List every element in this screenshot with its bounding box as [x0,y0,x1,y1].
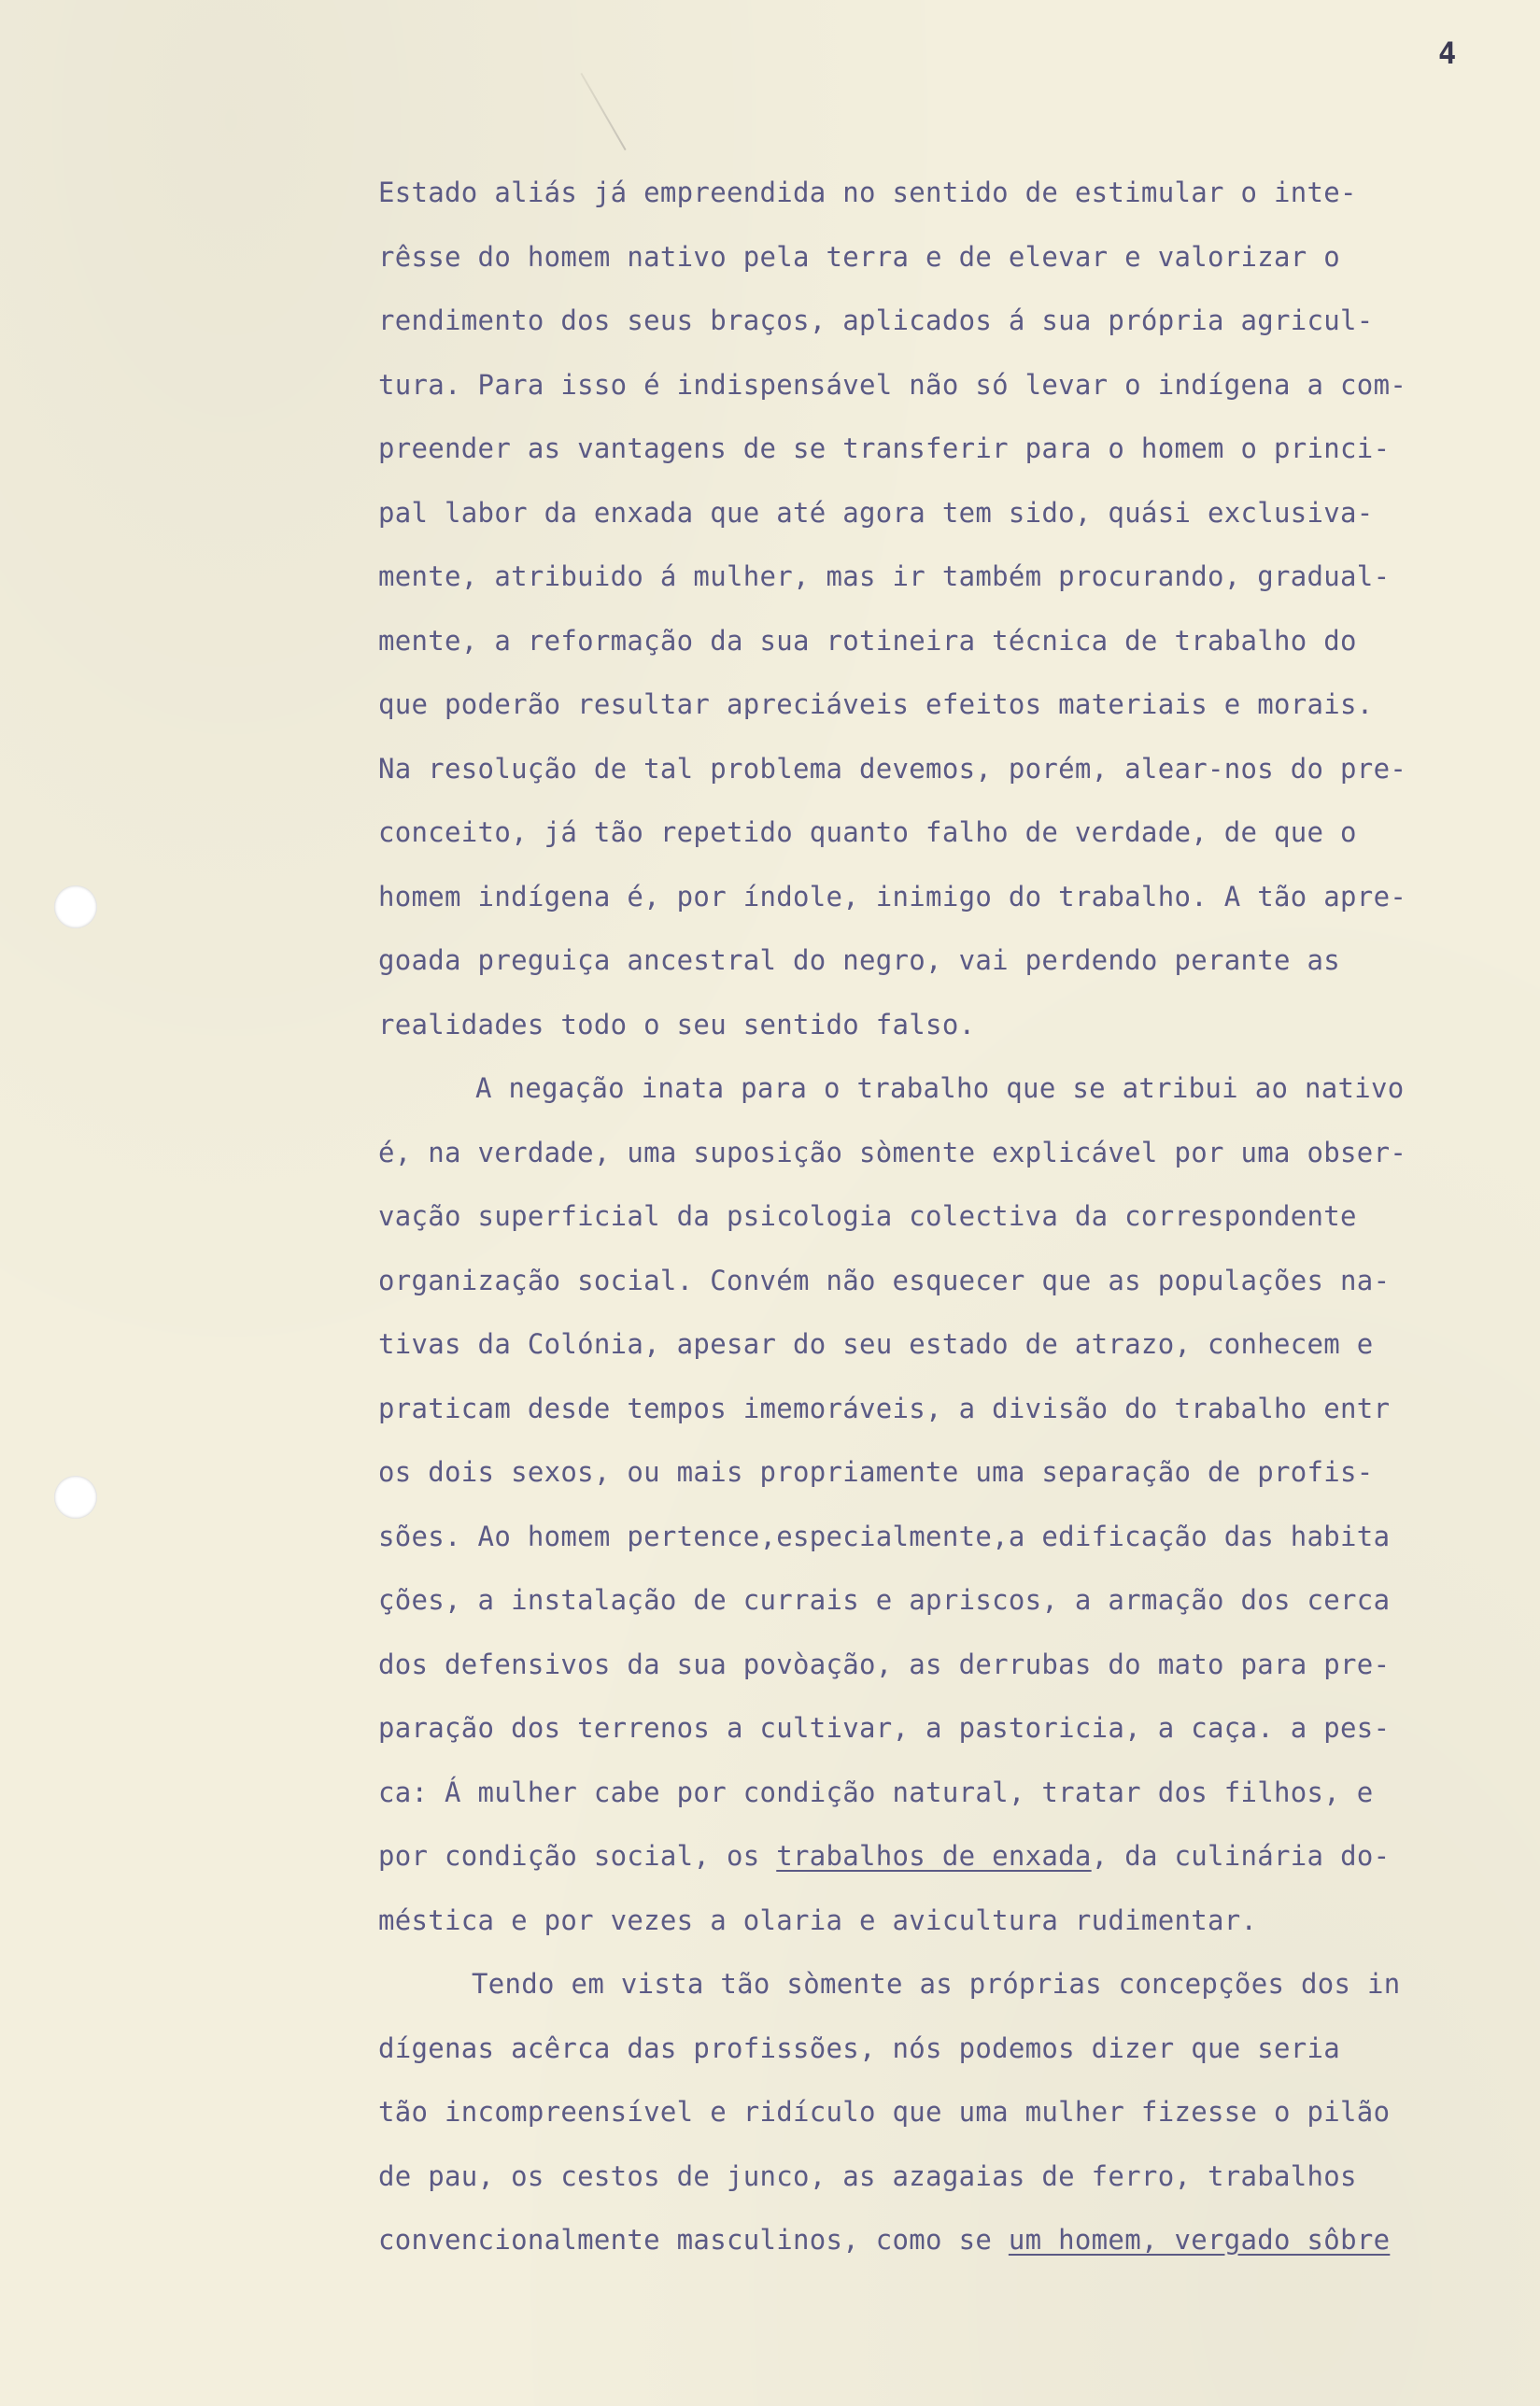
text-line: méstica e por vezes a olaria e avicultura rudimentar. [378,1904,1258,1936]
text-segment: , da culinária do- [1091,1840,1391,1872]
text-line: realidades todo o seu sentido falso. [378,1008,976,1040]
text-line: goada preguiça ancestral do negro, vai perdendo perante as [378,944,1341,976]
text-line: organização social. Convém não esquecer que as populações na- [378,1264,1391,1296]
text-line: rendimento dos seus braços, aplicados á sua própria agricul- [378,304,1374,336]
text-line: conceito, já tão repetido quanto falho de verdade, de que o [378,816,1357,848]
punch-hole-bottom [54,1476,97,1519]
underlined-text: trabalhos de enxada [776,1840,1092,1872]
text-line: praticam desde tempos imemoráveis, a divisão do trabalho entr [378,1392,1391,1424]
text-line: dígenas acêrca das profissões, nós podemos dizer que seria [378,2031,1341,2064]
text-line: sões. Ao homem pertence,especialmente,a edificação das habita [378,1520,1391,1552]
text-line: os dois sexos, ou mais propriamente uma separação de profis- [378,1456,1374,1488]
page-number: 4 [1438,35,1457,71]
text-line: dos defensivos da sua povòação, as derrubas do mato para pre- [378,1648,1391,1680]
typed-text-body [378,161,1522,2272]
text-line: tura. Para isso é indispensável não só levar o indígena a com- [378,368,1407,401]
text-line: preender as vantagens de se transferir para o homem o princi- [378,432,1391,464]
text-line: mente, a reformação da sua rotineira técnica de trabalho do [378,624,1357,657]
text-line: ca: Á mulher cabe por condição natural, tratar dos filhos, e [378,1776,1374,1808]
text-line: que poderão resultar apreciáveis efeitos materiais e morais. [378,688,1374,720]
pencil-mark [580,73,626,150]
paragraph-start-line: A negação inata para o trabalho que se atribui ao nativo [475,1072,1405,1104]
text-segment: convencionalmente masculinos, como se [378,2224,1009,2256]
punch-hole-top [54,885,97,928]
text-line: Na resolução de tal problema devemos, porém, alear-nos do pre- [378,752,1407,785]
text-line: ções, a instalação de currais e apriscos, a armação dos cerca [378,1584,1391,1616]
text-line: tivas da Colónia, apesar do seu estado de atrazo, conhecem e [378,1328,1374,1360]
text-line: é, na verdade, uma suposição sòmente explicável por uma obser- [378,1136,1407,1168]
text-line: vação superficial da psicologia colectiva da correspondente [378,1200,1357,1232]
text-line: pal labor da enxada que até agora tem sido, quási exclusiva- [378,496,1374,529]
text-line: rêsse do homem nativo pela terra e de elevar e valorizar o [378,240,1341,273]
text-line: Estado aliás já empreendida no sentido de estimular o inte- [378,177,1357,208]
text-line: mente, atribuido á mulher, mas ir também procurando, gradual- [378,560,1391,592]
text-line-underlined [378,1824,1522,1889]
text-line: tão incompreensível e ridículo que uma mulher fizesse o pilão [378,2096,1391,2128]
text-segment: por condição social, os [378,1840,777,1872]
underlined-text: um homem, vergado sôbre [1008,2224,1391,2256]
paragraph-start-line: Tendo em vista tão sòmente as próprias concepções dos in [472,1968,1401,2000]
text-line: de pau, os cestos de junco, as azagaias de ferro, trabalhos [378,2159,1357,2192]
text-line-underlined [378,2208,1522,2272]
text-line: paração dos terrenos a cultivar, a pastoricia, a caça. a pes- [378,1712,1391,1744]
text-line: homem indígena é, por índole, inimigo do trabalho. A tão apre- [378,880,1407,913]
